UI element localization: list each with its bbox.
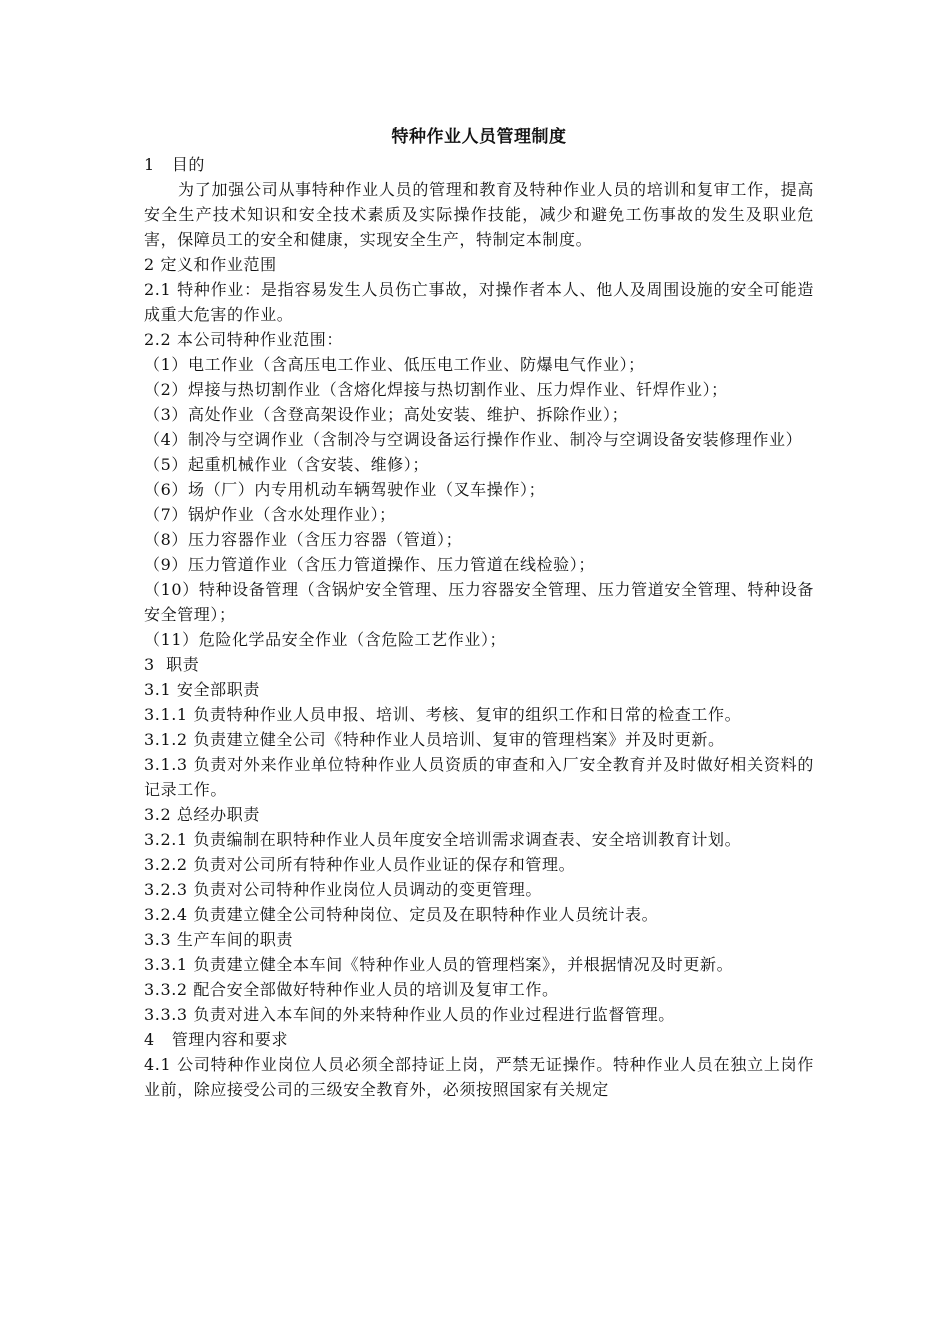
paragraph: 3.3.1 负责建立健全本车间《特种作业人员的管理档案》，并根据情况及时更新。 bbox=[144, 955, 734, 974]
text-line: 3.2 总经办职责 bbox=[144, 805, 260, 824]
paragraph: 3.1.1 负责特种作业人员申报、培训、考核、复审的组织工作和日常的检查工作。 bbox=[144, 705, 742, 724]
paragraph: 为了加强公司从事特种作业人员的管理和教育及特种作业人员的培训和复审工作，提高安全生产技术知识和安全技术素质及实际操作技能，减少和避免工伤事故的发生及职业危害，保障员工的安全和健康，实现安全生产，特制定本制度。 bbox=[144, 180, 814, 249]
text-line: （9）压力管道作业（含压力管道操作、压力管道在线检验）； bbox=[144, 555, 595, 574]
text-line: （7）锅炉作业（含水处理作业）； bbox=[144, 505, 396, 524]
text-line: 4 管理内容和要求 bbox=[144, 1030, 289, 1049]
document-body bbox=[144, 124, 814, 1102]
text-line: 3.3 生产车间的职责 bbox=[144, 930, 294, 949]
text-line: 1 目的 bbox=[144, 155, 206, 174]
paragraph: 2.1 特种作业：是指容易发生人员伤亡事故，对操作者本人、他人及周围设施的安全可能造成重大危害的作业。 bbox=[144, 280, 814, 324]
text-line: 2 定义和作业范围 bbox=[144, 255, 277, 274]
paragraph: 3.1.3 负责对外来作业单位特种作业人员资质的审查和入厂安全教育并及时做好相关资料的记录工作。 bbox=[144, 755, 814, 799]
paragraph: 3.2.1 负责编制在职特种作业人员年度安全培训需求调查表、安全培训教育计划。 bbox=[144, 830, 742, 849]
text-line: （3）高处作业（含登高架设作业；高处安装、维护、拆除作业）； bbox=[144, 405, 629, 424]
text-line: 3.1.2 负责建立健全公司《特种作业人员培训、复审的管理档案》并及时更新。 bbox=[144, 730, 725, 749]
text-line: 3.2.2 负责对公司所有特种作业人员作业证的保存和管理。 bbox=[144, 855, 576, 874]
text-line: 3.1 安全部职责 bbox=[144, 680, 260, 699]
text-line: 3 职责 bbox=[144, 655, 200, 674]
paragraph: （10）特种设备管理（含锅炉安全管理、压力容器安全管理、压力管道安全管理、特种设备安全管理）； bbox=[144, 580, 814, 624]
document-title: 特种作业人员管理制度 bbox=[391, 127, 567, 147]
text-line: （1）电工作业（含高压电工作业、低压电工作业、防爆电气作业）； bbox=[144, 355, 645, 374]
text-line: （6）场（厂）内专用机动车辆驾驶作业（叉车操作）； bbox=[144, 480, 546, 499]
text-line: （5）起重机械作业（含安装、维修）； bbox=[144, 455, 429, 474]
text-line: 3.3.2 配合安全部做好特种作业人员的培训及复审工作。 bbox=[144, 980, 559, 999]
paragraph: （4）制冷与空调作业（含制冷与空调设备运行操作作业、制冷与空调设备安装修理作业） bbox=[144, 430, 803, 449]
text-line: 3.2.4 负责建立健全公司特种岗位、定员及在职特种作业人员统计表。 bbox=[144, 905, 659, 924]
text-line: 3.3.3 负责对进入本车间的外来特种作业人员的作业过程进行监督管理。 bbox=[144, 1005, 675, 1024]
text-line: 3.2.3 负责对公司特种作业岗位人员调动的变更管理。 bbox=[144, 880, 542, 899]
text-line: （11）危险化学品安全作业（含危险工艺作业）； bbox=[144, 630, 507, 649]
text-line: 2.2 本公司特种作业范围： bbox=[144, 330, 343, 349]
text-line: （8）压力容器作业（含压力容器（管道）； bbox=[144, 530, 463, 549]
paragraph: 4.1 公司特种作业岗位人员必须全部持证上岗，严禁无证操作。特种作业人员在独立上岗作业前，除应接受公司的三级安全教育外，必须按照国家有关规定 bbox=[144, 1055, 814, 1099]
text-line: （2）焊接与热切割作业（含熔化焊接与热切割作业、压力焊作业、钎焊作业）； bbox=[144, 380, 728, 399]
